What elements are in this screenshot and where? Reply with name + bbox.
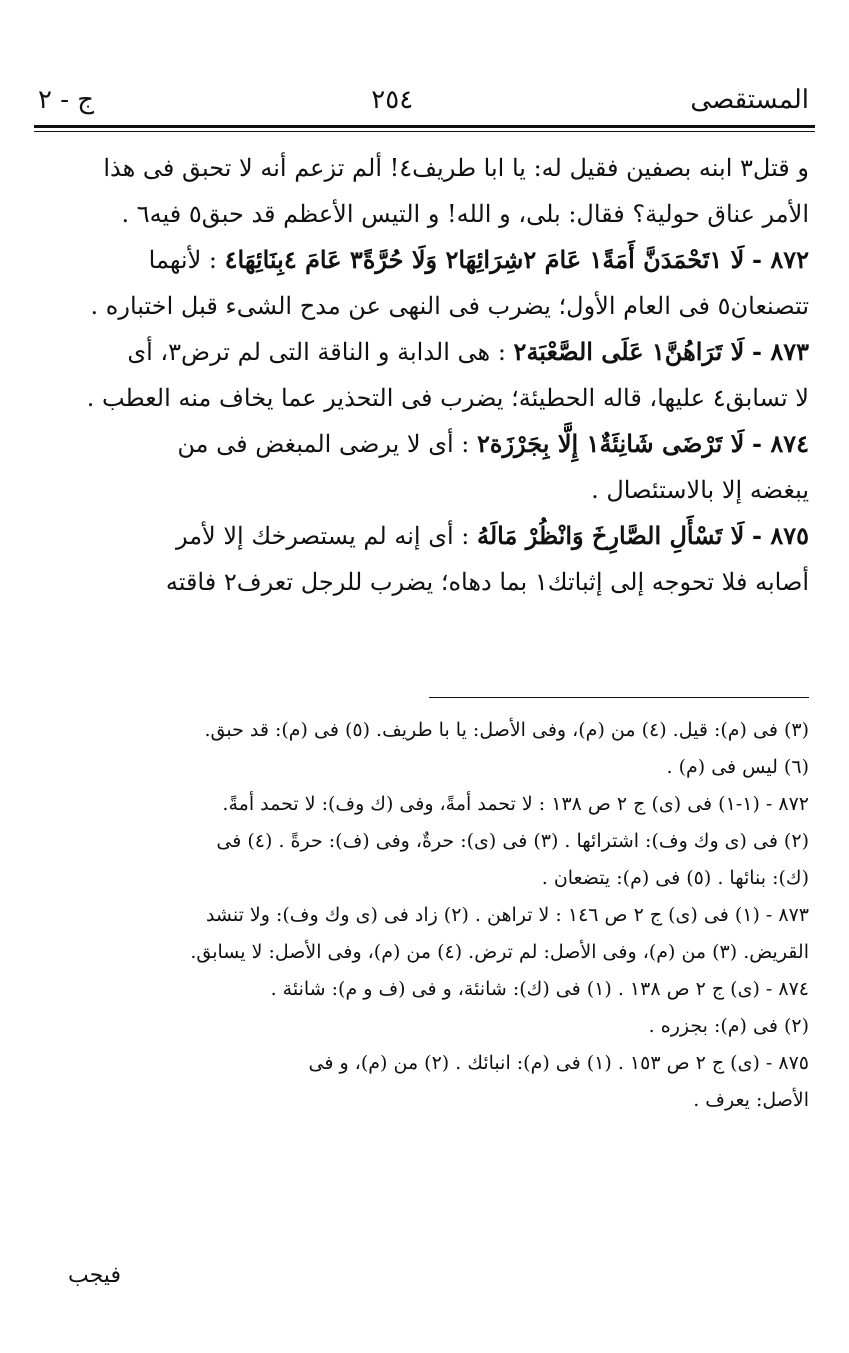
text-line <box>40 145 809 191</box>
footnotes <box>40 712 809 1119</box>
line-text: يبغضه إلا بالاستئصال . <box>591 476 809 504</box>
footnote-separator <box>429 697 809 698</box>
running-header <box>38 80 809 120</box>
book-title: المستقصى <box>690 85 809 115</box>
entry-line <box>40 237 809 283</box>
line-text: : لأنهما <box>148 246 217 274</box>
header-rule-thin <box>34 131 815 132</box>
text-line <box>40 191 809 237</box>
entry-line <box>40 421 809 467</box>
catchword: فيجب <box>68 1263 121 1288</box>
line-text: : أى إنه لم يستصرخك إلا لأمر <box>175 522 470 550</box>
footnote-line: ٨٧٥ - (ى) ج ٢ ص ١٥٣ . (١) فى (م): انبائك . (٢) من (م)، و فى <box>308 1052 809 1074</box>
line-text: لا تسابق٤ عليها، قاله الحطيئة؛ يضرب فى التحذير عما يخاف منه العطب . <box>86 384 809 412</box>
text-line <box>40 559 809 605</box>
text-line <box>40 467 809 513</box>
line-text: و قتل٣ ابنه بصفين فقيل له: يا ابا طريف٤! ألم تزعم أنه لا تحبق فى هذا <box>103 154 809 182</box>
footnote-line: (٦) ليس فى (م) . <box>666 756 809 778</box>
footnote-line: ٨٧٣ - (١) فى (ى) ج ٢ ص ١٤٦ : لا تراهن . (٢) زاد فى (ى وك وف): ولا تنشد <box>205 904 809 926</box>
proverb-headword: لَا ١تَحْمَدَنَّ أَمَةً١ عَامَ ٢شِرَائِهَا٢ وَلَا حُرَّةً٣ عَامَ ٤بِنَائِهَا٤ <box>224 245 745 274</box>
footnote-line: (٢) فى (ى وك وف): اشترائها . (٣) فى (ى): حرةٌ، وفى (ف): حرةً . (٤) فى <box>216 830 809 852</box>
footnote-line: القريض. (٣) من (م)، وفى الأصل: لم ترض. (٤) من (م)، وفى الأصل: لا يسابق. <box>190 941 809 963</box>
entry-number: ٨٧٣ - <box>752 337 809 366</box>
entry-number: ٨٧٢ - <box>752 245 809 274</box>
page-number: ٢٥٤ <box>371 85 414 115</box>
line-text: : أى لا يرضى المبغض فى من <box>177 430 470 458</box>
main-text <box>40 145 809 605</box>
entry-line <box>40 329 809 375</box>
footnote-line: (٢) فى (م): بجزره . <box>648 1015 809 1037</box>
line-text: : هى الدابة و الناقة التى لم ترض٣، أى <box>127 338 506 366</box>
line-text: أصابه فلا تحوجه إلى إثباتك١ بما دهاه؛ يضرب للرجل تعرف٢ فاقته <box>165 568 809 596</box>
entry-line <box>40 513 809 559</box>
footnote-line: (٣) فى (م): قيل. (٤) من (م)، وفى الأصل: يا با طريف. (٥) فى (م): قد حبق. <box>204 719 809 741</box>
proverb-headword: لَا تَسْأَلِ الصَّارِخَ وَانْظُرْ مَالَهُ <box>477 521 745 550</box>
footnote-line: ٨٧٤ - (ى) ج ٢ ص ١٣٨ . (١) فى (ك): شانئة، و فى (ف و م): شانئة . <box>270 978 809 1000</box>
entry-number: ٨٧٥ - <box>752 521 809 550</box>
proverb-headword: لَا تَرَاهُنَّ١ عَلَى الصَّعْبَة٢ <box>513 337 745 366</box>
footnote-line: ٨٧٢ - (١-١) فى (ى) ج ٢ ص ١٣٨ : لا تحمد أمةً، وفى (ك وف): لا تحمد أمةً. <box>222 793 809 815</box>
text-line <box>40 375 809 421</box>
volume-label: ج - ٢ <box>38 85 95 115</box>
line-text: تتصنعان٥ فى العام الأول؛ يضرب فى النهى عن مدح الشىء قبل اختباره . <box>90 292 809 320</box>
line-text: الأمر عناق حولية؟ فقال: بلى، و الله! و التيس الأعظم قد حبق٥ فيه٦ . <box>121 200 809 228</box>
entry-number: ٨٧٤ - <box>752 429 809 458</box>
text-line <box>40 283 809 329</box>
footnote-line: الأصل: يعرف . <box>693 1089 809 1111</box>
footnote-line: (ك): بنائها . (٥) فى (م): يتضعان . <box>541 867 809 889</box>
header-rule-thick <box>34 125 815 128</box>
proverb-headword: لَا تَرْضَى شَانِئَةٌ١ إِلَّا بِجَرْزَة٢ <box>477 429 745 458</box>
